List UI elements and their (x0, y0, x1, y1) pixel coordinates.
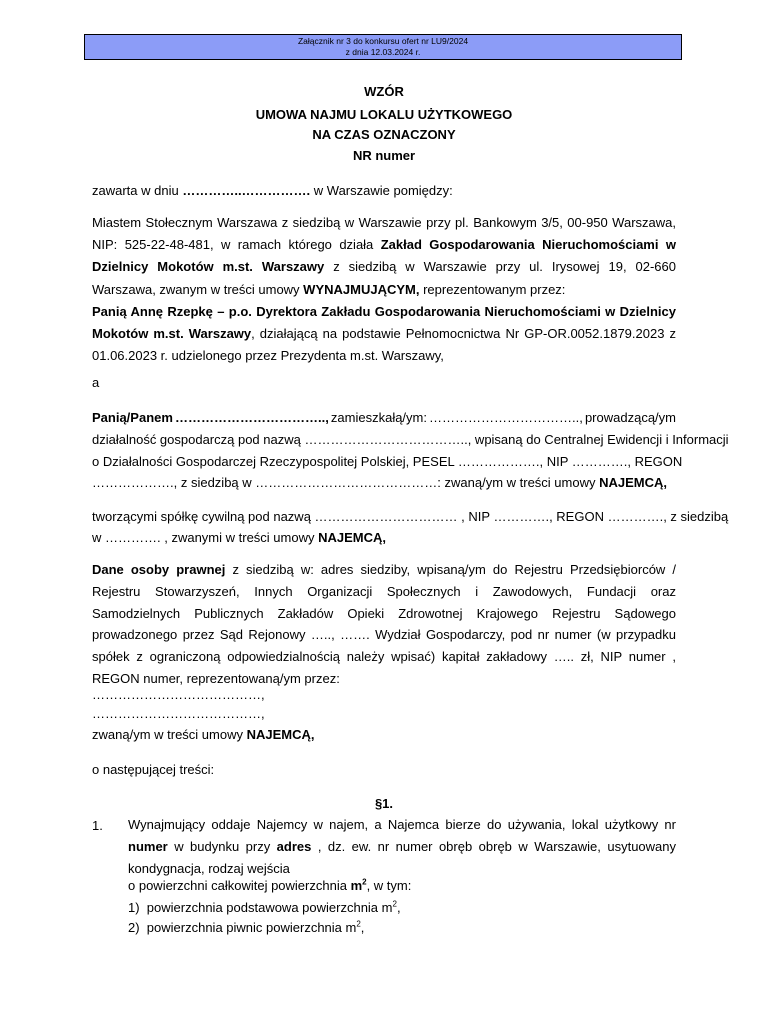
spolka-row2 (92, 530, 386, 546)
party2-pesel-placeholder: ………………. (457, 454, 540, 469)
item1-sub2-sup: 2 (356, 919, 361, 929)
title-number: NR numer (352, 148, 416, 163)
item1-area-sup: 2 (362, 877, 367, 887)
spolka-seat-placeholder: …………. (105, 530, 161, 545)
item1-address: adres (276, 839, 312, 855)
item1-sub1-number: 1) (128, 900, 140, 915)
title-wzor: WZÓR (364, 84, 404, 99)
party1-paragraph (92, 212, 676, 367)
spolka-row1 (92, 509, 729, 525)
party2-zamieszkala: zamieszkałą/ym: (330, 410, 427, 425)
item1-sub1-text: powierzchnia podstawowa powierzchnia m (146, 900, 393, 915)
item1-area-text: o powierzchni całkowitej powierzchnia (128, 878, 351, 893)
attachment-header-line1: Załącznik nr 3 do konkursu ofert nr LU9/2024 (297, 36, 469, 46)
spolka-w: w (92, 530, 105, 545)
party2-wpisana: , wpisaną do Centralnej Ewidencji i Informacji (467, 432, 729, 447)
spolka-siedziba: , z siedzibą (663, 509, 729, 524)
party2-row4 (92, 475, 667, 491)
party1-representative: Panią Annę Rzepkę – p.o. Dyrektora Zakładu Gospodarowania Nieruchomościami w Dzielnicy Mokotów m.st. Warszawy (92, 303, 676, 342)
item1-text (128, 814, 676, 881)
party2-prowadzaca: prowadzącą/ym (584, 410, 676, 425)
attachment-header-line2: z dnia 12.03.2024 r. (345, 47, 421, 57)
item1-number: 1. (92, 818, 103, 833)
item1-text1: Wynajmujący oddaje Najemcy w najem, a Najemca bierze do używania, lokal użytkowy nr (128, 817, 676, 832)
party2-nip-placeholder: …………. (571, 454, 628, 469)
item1-sub2-number: 2) (128, 920, 140, 935)
party1-wynajmujacy: WYNAJMUJĄCYM, (303, 281, 420, 297)
party1-zgn-name: Zakład Gospodarowania Nieruchomościami w Dzielnicy Mokotów m.st. Warszawy (92, 237, 676, 275)
party1-text4: , działającą na podstawie Pełnomocnictwa Nr GP-OR.0052.1879.2023 z 01.06.2023 r. udzielonego przez Prezydenta m.st. Warszawy, (92, 326, 676, 364)
section-1-heading: §1. (374, 796, 394, 811)
party2-row3 (92, 454, 683, 470)
prawna-zwana-text: zwaną/ym w treści umowy (92, 727, 247, 742)
party2-pania-panem: Panią/Panem (92, 410, 173, 425)
party2-row2 (92, 432, 729, 448)
prawna-paragraph (92, 559, 676, 690)
prawna-dots1: …………………………………, (92, 687, 265, 702)
party2-address-placeholder: …………………………….., (429, 410, 583, 425)
item1-lokal-number: numer (128, 839, 168, 855)
attachment-header (84, 34, 682, 60)
party2-regon-label: , REGON (627, 454, 683, 469)
prawna-text: z siedzibą w: adres siedziby, wpisaną/ym do Rejestru Przedsiębiorców / Rejestru Stowarzyszeń, Innych Organizacji Społecznych i Zawodowych, Fundacji oraz Samodzielnych Publicznych Zakładów Opieki Zdrowotnej Krajowego Rejestru Sądowego prowadzonego przez Sąd Rejonowy ….., ……. Wydział Gospodarczy, pod nr numer (w przypadku spółek z ograniczoną odpowiedzialnością należy wpisać) kapitał zakładowy ….. zł, NIP numer , REGON numer, reprezentowaną/ym przez: (92, 562, 677, 686)
title-czas: NA CZAS OZNACZONY (312, 127, 456, 142)
conjunction-a: a (92, 375, 100, 390)
party2-dzialalnosc: działalność gospodarczą pod nazwą (92, 432, 305, 447)
party1-text1: Miastem Stołecznym Warszawa z siedzibą w Warszawie przy pl. Bankowym 3/5, 00-950 Warszawa, NIP: 525-22-48-481, w ramach którego działa (92, 215, 676, 253)
title-umowa: UMOWA NAJMU LOKALU UŻYTKOWEGO (255, 107, 513, 122)
party2-siedziba: , z siedzibą w (173, 475, 256, 490)
spolka-regon-placeholder: …………. (607, 509, 664, 524)
intro-line (92, 183, 453, 199)
party2-regon-placeholder: ………………. (92, 475, 174, 490)
item1-sub2 (128, 920, 364, 936)
party1-text3: reprezentowanym przez: (419, 281, 566, 297)
spolka-regon-label: , REGON (549, 509, 608, 524)
item1-sub1-tail: , (396, 900, 401, 915)
party2-name-placeholder: …………………………….., (175, 410, 329, 425)
spolka-nip-label: , NIP (457, 509, 494, 524)
item1-text3: , dz. ew. nr numer obręb obręb w Warszawie, usytuowany kondygnacja, rodzaj wejścia (128, 839, 676, 877)
party2-nip-label: , NIP (539, 454, 572, 469)
party2-ceidg: o Działalności Gospodarczej Rzeczypospolitej Polskiej, PESEL (92, 454, 458, 469)
party2-zwana: : zwaną/ym w treści umowy (437, 475, 600, 490)
tresc-line: o następującej treści: (92, 762, 215, 777)
party2-company-placeholder: ……………………………….. (304, 432, 468, 447)
party2-row1 (92, 410, 676, 426)
spolka-text1: tworzącymi spółkę cywilną pod nazwą (92, 509, 315, 524)
prawna-zwana (92, 727, 315, 743)
spolka-najemca: NAJEMCĄ, (318, 530, 387, 545)
party1-text2: z siedzibą w Warszawie przy ul. Irysowej 19, 02-660 Warszawa, zwanym w treści umowy (92, 259, 676, 297)
prawna-label: Dane osoby prawnej (92, 562, 226, 577)
item1-area-unit: m (350, 878, 363, 893)
prawna-najemca: NAJEMCĄ, (246, 727, 315, 742)
spolka-name-placeholder: …………………………… (314, 509, 458, 524)
party2-najemca: NAJEMCĄ, (599, 475, 668, 490)
item1-area-line (128, 878, 411, 894)
item1-sub1-sup: 2 (392, 899, 397, 909)
spolka-zwanymi: , zwanymi w treści umowy (160, 530, 319, 545)
prawna-dots2: …………………………………, (92, 706, 265, 721)
intro-prefix: zawarta w dniu (92, 183, 183, 198)
item1-sub2-tail: , (360, 920, 365, 935)
spolka-nip-placeholder: …………. (493, 509, 550, 524)
item1-sub1 (128, 900, 401, 916)
party2-seat-placeholder: …………………………………… (255, 475, 438, 490)
item1-text2: w budynku przy (167, 839, 277, 855)
intro-date-placeholder: …………..……………. (182, 183, 311, 198)
item1-area-tail: , w tym: (366, 878, 412, 893)
item1-sub2-text: powierzchnia piwnic powierzchnia m (146, 920, 357, 935)
intro-suffix: w Warszawie pomiędzy: (310, 183, 453, 198)
